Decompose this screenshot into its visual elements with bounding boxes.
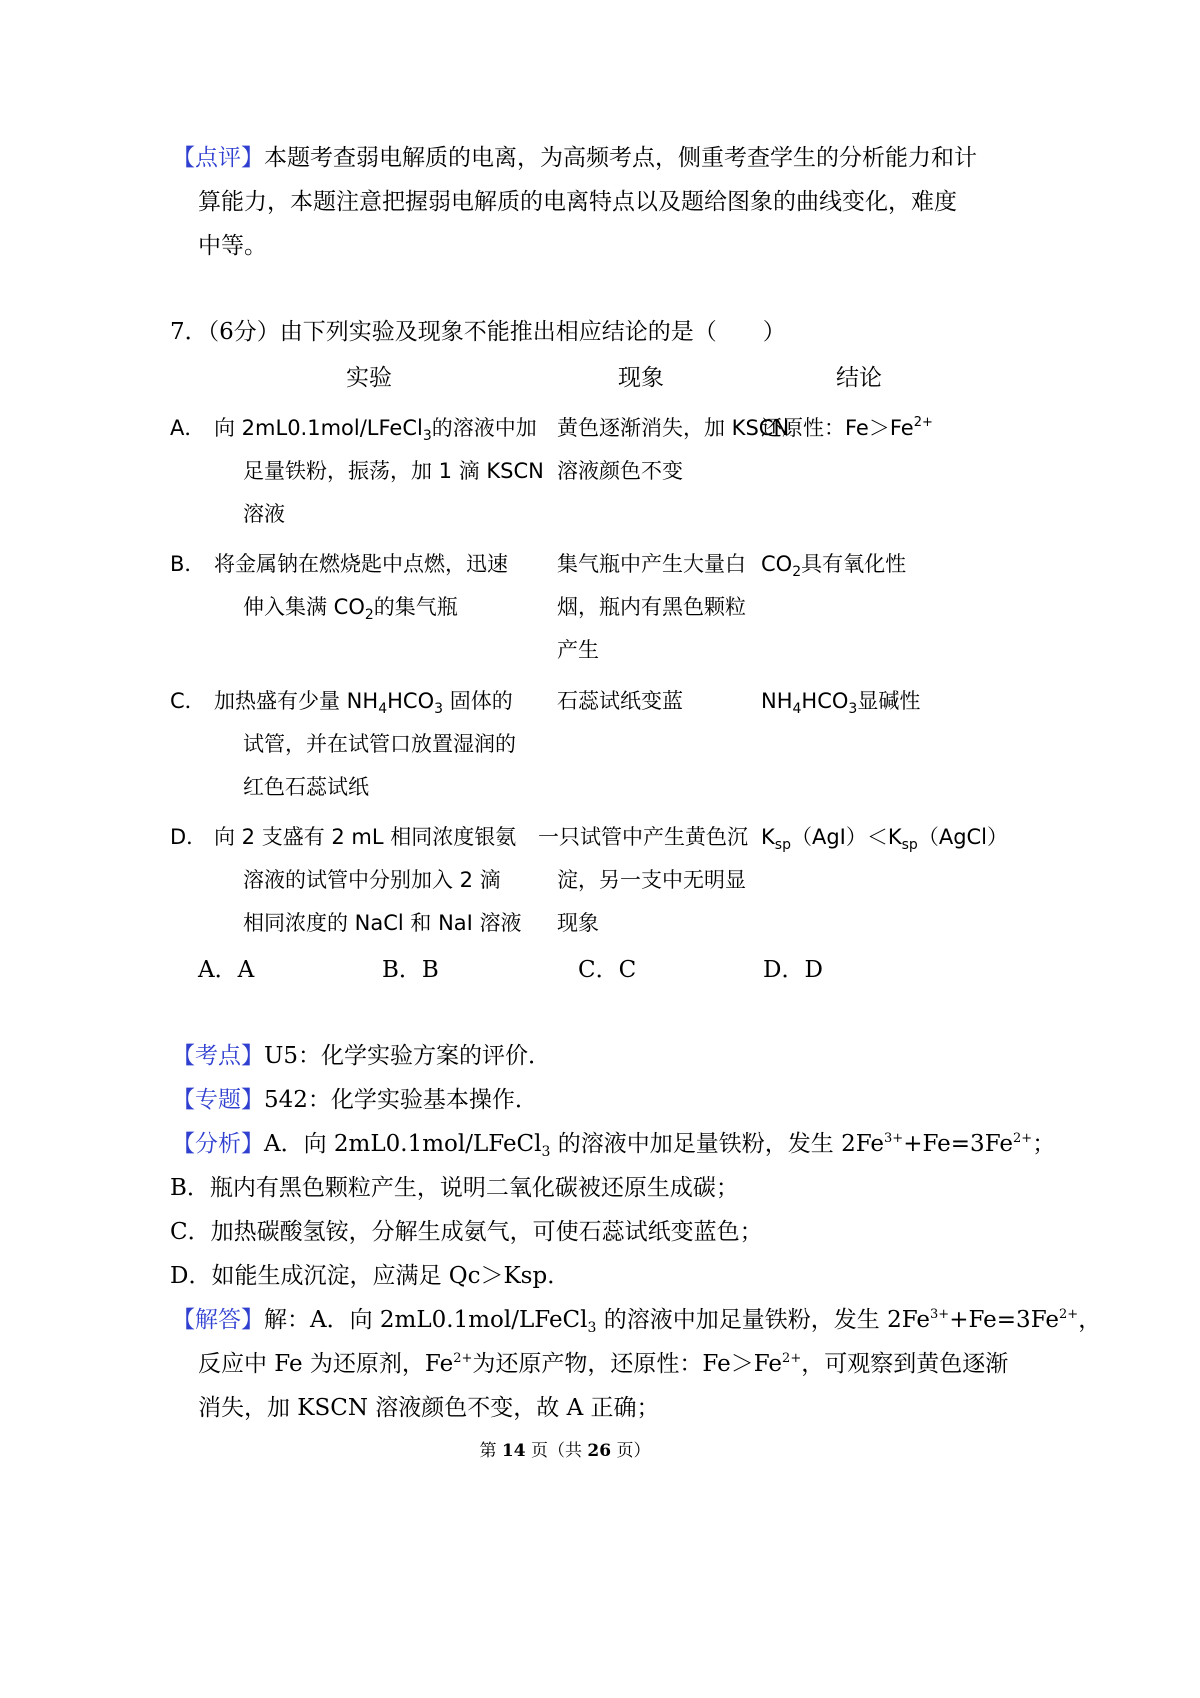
row-b-phen-3: 产生 [557, 638, 599, 662]
kaodian-line: 【考点】U5：化学实验方案的评价． [172, 1043, 552, 1069]
header-conclusion: 结论 [836, 365, 882, 391]
row-d-phen-2: 淀，另一支中无明显 [557, 868, 746, 892]
page-footer: 第 14 页（共 26 页） [479, 1441, 651, 1461]
row-c-phen-1: 石蕊试纸变蓝 [557, 689, 683, 713]
fenxi-tag: 【分析】 [172, 1131, 264, 1157]
row-c-exp-3: 红色石蕊试纸 [243, 775, 369, 799]
row-a-phen-1: 黄色逐渐消失，加 KSCN [557, 416, 790, 440]
row-b-phen-1: 集气瓶中产生大量白 [557, 552, 746, 576]
row-a-letter: A． [170, 416, 206, 440]
row-d-phen-1: 一只试管中产生黄色沉 [538, 825, 748, 849]
jieda-tag: 【解答】 [172, 1307, 264, 1333]
row-a-concl: 还原性：$Fe>Fe^{2+}$ [761, 415, 933, 440]
kaodian-tag: 【考点】 [172, 1043, 264, 1069]
row-a-exp-1: 向 2mL0.1mol/LFeCl$_3$的溶液中加 [214, 416, 537, 444]
row-b-letter: B． [170, 552, 206, 576]
row-c-exp-2: 试管，并在试管口放置湿润的 [243, 732, 516, 756]
row-d-letter: D． [170, 825, 208, 849]
row-d-exp-2: 溶液的试管中分别加入 2 滴 [243, 868, 501, 892]
row-c-letter: C． [170, 689, 206, 713]
row-d-concl: $K_{sp}(AgI)<K_{sp}(AgCl)$ [761, 825, 1009, 853]
fenxi-line-a: 【分析】A．向 2mL0.1mol/LFeCl$_3$ 的溶液中加足量铁粉，发生 $2Fe^{3+}+Fe=3Fe^{2+}$； [172, 1131, 1056, 1160]
option-a: A．A [198, 957, 255, 983]
option-c: C．C [578, 957, 637, 983]
row-a-phen-2: 溶液颜色不变 [557, 459, 683, 483]
page-total: 26 [587, 1441, 612, 1461]
review-line-1 [172, 143, 977, 173]
row-d-phen-3: 现象 [557, 911, 599, 935]
jieda-line-2: 反应中 Fe 为还原剂，$Fe^{2+}$为还原产物，还原性：$Fe>Fe^{2+}$，可观察到黄色逐渐 [198, 1351, 1009, 1377]
review-tag: 【点评】 [172, 145, 264, 171]
fenxi-line-b: B．瓶内有黑色颗粒产生，说明二氧化碳被还原生成碳； [170, 1175, 739, 1201]
row-c-exp-1: 加热盛有少量 $NH_4HCO_3$ 固体的 [214, 689, 513, 717]
row-b-exp-2: 伸入集满 $CO_2$的集气瓶 [243, 595, 458, 623]
review-text-1: 本题考查弱电解质的电离，为高频考点，侧重考查学生的分析能力和计 [264, 145, 977, 171]
header-experiment: 实验 [346, 365, 392, 391]
row-c-concl: $NH_4HCO_3$显碱性 [761, 689, 921, 717]
page-number: 14 [501, 1441, 526, 1461]
row-b-exp-1: 将金属钠在燃烧匙中点燃，迅速 [214, 552, 508, 576]
row-b-phen-2: 烟，瓶内有黑色颗粒 [557, 595, 746, 619]
zhuanti-tag: 【专题】 [172, 1087, 264, 1113]
option-b: B．B [382, 957, 439, 983]
row-d-exp-3: 相同浓度的 NaCl 和 NaI 溶液 [243, 911, 522, 935]
question-stem: 7．（6分）由下列实验及现象不能推出相应结论的是（ ） [170, 319, 786, 345]
row-a-exp-3: 溶液 [243, 502, 285, 526]
review-line-3: 中等。 [198, 233, 267, 259]
jieda-line-3: 消失，加 KSCN 溶液颜色不变，故 A 正确； [198, 1395, 660, 1421]
fenxi-line-d: D．如能生成沉淀，应满足 Qc＞Ksp． [170, 1263, 571, 1289]
review-line-2: 算能力，本题注意把握弱电解质的电离特点以及题给图象的曲线变化，难度 [198, 189, 957, 215]
header-phenomenon: 现象 [618, 365, 664, 391]
row-a-exp-2: 足量铁粉，振荡，加 1 滴 KSCN [243, 459, 544, 483]
fenxi-line-c: C．加热碳酸氢铵，分解生成氨气，可使石蕊试纸变蓝色； [170, 1219, 763, 1245]
option-d: D．D [763, 957, 823, 983]
jieda-line-1: 【解答】解：A．向 2mL0.1mol/LFeCl$_3$ 的溶液中加足量铁粉，发生 $2Fe^{3+}+Fe=3Fe^{2+}$， [172, 1307, 1102, 1336]
row-d-exp-1: 向 2 支盛有 2 mL 相同浓度银氨 [214, 825, 517, 849]
row-b-concl: $CO_2$具有氧化性 [761, 552, 907, 580]
zhuanti-line: 【专题】542：化学实验基本操作． [172, 1087, 538, 1113]
